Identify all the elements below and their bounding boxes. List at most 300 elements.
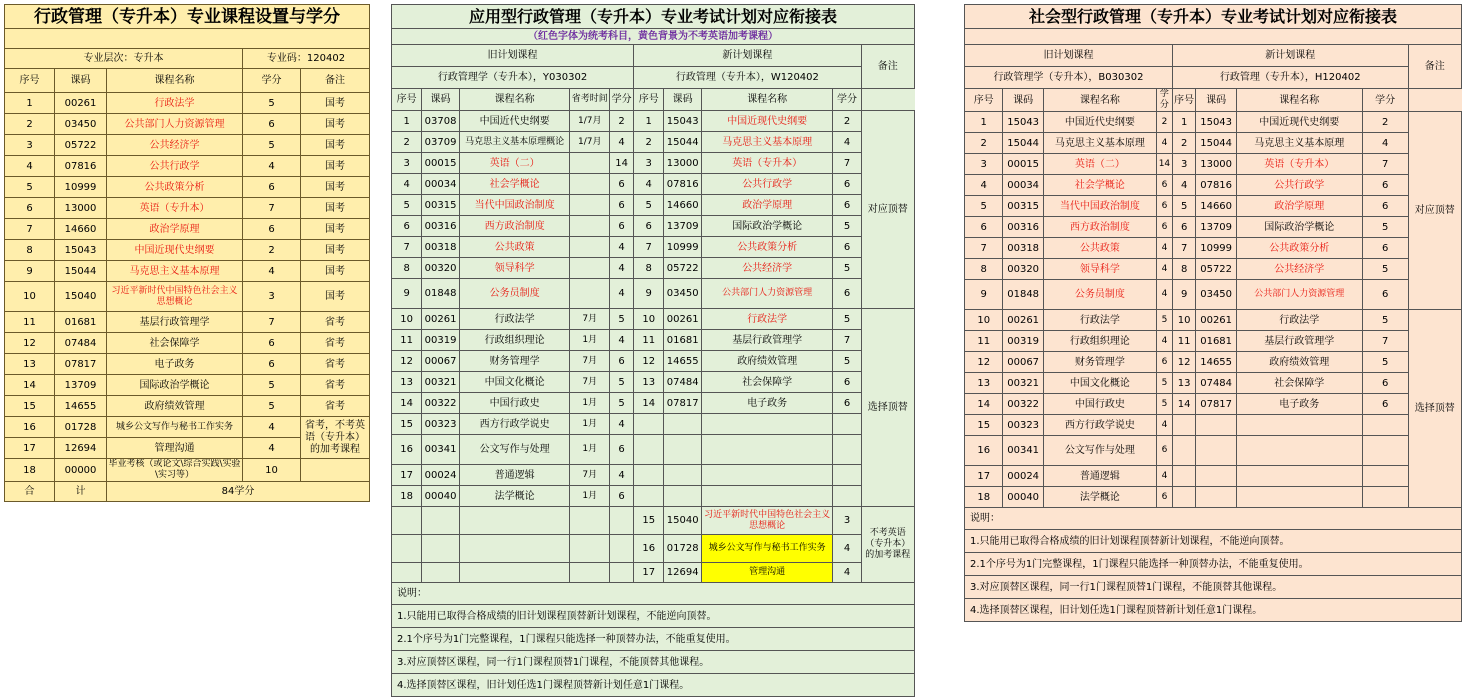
course-name: 马克思主义基本原理概论 (459, 132, 570, 153)
table-cell: 4 (1362, 133, 1408, 154)
table-cell: 6 (610, 435, 634, 465)
table-cell: 5 (1362, 310, 1408, 331)
table-cell: 4 (965, 175, 1003, 196)
table-cell: 00034 (422, 174, 460, 195)
table-cell (610, 535, 634, 563)
table-cell: 4 (1156, 259, 1172, 280)
table-row (5, 135, 370, 156)
table-cell: 15043 (664, 111, 702, 132)
table-cell: 14 (965, 394, 1003, 415)
course-name: 社会保障学 (107, 333, 243, 354)
table-cell: 14 (5, 375, 55, 396)
remark-cell: 国考 (301, 177, 370, 198)
table-cell: 6 (833, 393, 861, 414)
course-name: 公共政策 (1043, 238, 1156, 259)
table-cell: 15 (5, 396, 55, 417)
table-row (5, 198, 370, 219)
remark-cell: 国考 (301, 93, 370, 114)
table-cell: 2 (634, 132, 664, 153)
column-header: 课程名称 (107, 69, 243, 93)
table-cell: 15043 (1003, 112, 1044, 133)
table-cell: 3 (634, 153, 664, 174)
remark-cell: 省考 (301, 396, 370, 417)
table-cell: 1 (5, 93, 55, 114)
page-title: 应用型行政管理（专升本）专业考试计划对应衔接表 (392, 5, 915, 29)
code-label: 专业码：120402 (243, 49, 370, 69)
course-name: 普通逻辑 (1043, 466, 1156, 487)
table-cell: 01681 (55, 312, 107, 333)
new-plan-label: 新计划课程 (1172, 45, 1408, 67)
table-cell: 12 (634, 351, 664, 372)
table-cell: 6 (1156, 196, 1172, 217)
table-cell: 00319 (422, 330, 460, 351)
table-cell (634, 435, 664, 465)
table-cell: 4 (1156, 133, 1172, 154)
table-cell (570, 153, 610, 174)
table-cell: 12694 (664, 563, 702, 583)
title-row (5, 5, 370, 29)
table-cell: 10 (5, 282, 55, 312)
table-cell (570, 507, 610, 535)
table-cell: 00315 (1003, 196, 1044, 217)
course-name: 公共经济学 (1236, 259, 1362, 280)
remark-cell: 选择顶替 (1408, 310, 1461, 508)
table-cell: 6 (833, 279, 861, 309)
table-cell: 2 (5, 114, 55, 135)
notes-row (392, 651, 915, 674)
remark-cell: 省考 (301, 354, 370, 375)
table-cell: 6 (243, 114, 301, 135)
table-cell (1362, 487, 1408, 508)
table-cell: 01681 (1196, 331, 1237, 352)
table-cell: 07817 (664, 393, 702, 414)
table-row (392, 372, 915, 393)
course-name: 当代中国政治制度 (1043, 196, 1156, 217)
course-name: 国际政治学概论 (107, 375, 243, 396)
table-cell: 6 (833, 174, 861, 195)
table-cell: 7月 (570, 351, 610, 372)
course-name: 公文写作与处理 (1043, 436, 1156, 466)
table-row (965, 331, 1462, 352)
table-row (392, 237, 915, 258)
note-line: 1.只能用已取得合格成绩的旧计划课程顶替新计划课程，不能逆向顶替。 (965, 530, 1462, 553)
table-cell: 00261 (1003, 310, 1044, 331)
column-header: 课程名称 (1236, 89, 1362, 112)
table-cell (392, 563, 422, 583)
blank-row (965, 29, 1462, 45)
course-name: 习近平新时代中国特色社会主义思想概论 (107, 282, 243, 312)
table-cell (570, 237, 610, 258)
table-cell: 2 (610, 111, 634, 132)
remark-cell: 国考 (301, 261, 370, 282)
course-name: 英语（专升本） (1236, 154, 1362, 175)
table-cell: 7 (833, 153, 861, 174)
note-line: 3.对应顶替区课程，同一行1门课程顶替1门课程，不能顶替其他课程。 (392, 651, 915, 674)
table-row (965, 436, 1462, 466)
table-row (965, 238, 1462, 259)
table-cell: 6 (1156, 352, 1172, 373)
column-header: 学分 (1156, 89, 1172, 112)
table-cell: 5 (634, 195, 664, 216)
table-cell: 00319 (1003, 331, 1044, 352)
table-cell: 5 (1362, 217, 1408, 238)
course-name: 政治学原理 (107, 219, 243, 240)
course-name: 公共行政学 (1236, 175, 1362, 196)
table-cell: 2 (965, 133, 1003, 154)
notes-row (965, 599, 1462, 622)
course-name: 中国近代史纲要 (1043, 112, 1156, 133)
course-name: 政治学原理 (1236, 196, 1362, 217)
remark-cell: 对应顶替 (1408, 112, 1461, 310)
table-cell: 4 (833, 535, 861, 563)
column-header: 课码 (1003, 89, 1044, 112)
table-cell: 05722 (664, 258, 702, 279)
notes-row (392, 583, 915, 605)
course-name: 习近平新时代中国特色社会主义思想概论 (701, 507, 833, 535)
table-cell: 4 (243, 261, 301, 282)
table-cell: 03450 (664, 279, 702, 309)
note-line: 4.选择顶替区课程，旧计划任选1门课程顶替新计划任意1门课程。 (392, 674, 915, 697)
notes-row (965, 530, 1462, 553)
table-cell: 3 (5, 135, 55, 156)
course-name: 英语（二） (459, 153, 570, 174)
course-name: 中国行政史 (1043, 394, 1156, 415)
extra-row (392, 563, 915, 583)
table-cell: 00320 (422, 258, 460, 279)
course-name: 公务员制度 (1043, 280, 1156, 310)
table-cell: 6 (392, 216, 422, 237)
table-cell (664, 486, 702, 507)
table-cell: 7月 (570, 309, 610, 330)
course-name: 社会保障学 (1236, 373, 1362, 394)
remark-cell: 国考 (301, 114, 370, 135)
table-cell: 12 (965, 352, 1003, 373)
course-name: 马克思主义基本原理 (107, 261, 243, 282)
table-cell: 10 (965, 310, 1003, 331)
table-row (5, 177, 370, 198)
table-cell: 4 (610, 237, 634, 258)
table-cell: 8 (5, 240, 55, 261)
remark-cell: 国考 (301, 135, 370, 156)
course-name: 马克思主义基本原理 (701, 132, 833, 153)
table-cell: 6 (610, 486, 634, 507)
column-header: 学分 (610, 89, 634, 111)
table-cell: 14660 (1196, 196, 1237, 217)
table-cell: 16 (392, 435, 422, 465)
table-cell (1196, 466, 1237, 487)
table-cell: 18 (5, 459, 55, 482)
table-row (965, 415, 1462, 436)
note-line: 3.对应顶替区课程，同一行1门课程顶替1门课程，不能顶替其他课程。 (965, 576, 1462, 599)
table-cell: 5 (243, 396, 301, 417)
table-cell: 01681 (664, 330, 702, 351)
table-row (965, 466, 1462, 487)
table-cell (422, 507, 460, 535)
table-cell: 7 (1362, 154, 1408, 175)
table-row (392, 279, 915, 309)
course-name: 普通逻辑 (459, 465, 570, 486)
table-cell: 4 (610, 465, 634, 486)
table-row (392, 111, 915, 132)
table-cell: 4 (1156, 415, 1172, 436)
course-name: 法学概论 (459, 486, 570, 507)
table-cell: 00040 (422, 486, 460, 507)
table-cell: 00323 (422, 414, 460, 435)
table-cell: 4 (610, 258, 634, 279)
table-cell: 05722 (55, 135, 107, 156)
table-cell: 15044 (664, 132, 702, 153)
page-title: 社会型行政管理（专升本）专业考试计划对应衔接表 (965, 5, 1462, 29)
course-name (701, 465, 833, 486)
course-name: 财务管理学 (1043, 352, 1156, 373)
notes-row (392, 628, 915, 651)
table-cell: 15044 (55, 261, 107, 282)
table-cell: 11 (634, 330, 664, 351)
table-cell: 12694 (55, 438, 107, 459)
title-row (392, 5, 915, 29)
table-cell: 10 (634, 309, 664, 330)
table-cell (392, 507, 422, 535)
table-cell: 15 (965, 415, 1003, 436)
table-cell: 07484 (55, 333, 107, 354)
table-cell: 05722 (1196, 259, 1237, 280)
table-cell (634, 486, 664, 507)
course-name: 公文写作与处理 (459, 435, 570, 465)
table-cell (1196, 436, 1237, 466)
major-row (965, 67, 1462, 89)
table-cell: 3 (833, 507, 861, 535)
course-name: 中国近现代史纲要 (701, 111, 833, 132)
table-cell (392, 535, 422, 563)
course-name: 公共部门人力资源管理 (107, 114, 243, 135)
table-cell: 4 (1156, 466, 1172, 487)
table-row (392, 435, 915, 465)
table-cell: 6 (1156, 436, 1172, 466)
course-name: 行政法学 (701, 309, 833, 330)
table-cell: 00321 (422, 372, 460, 393)
table-cell: 9 (5, 261, 55, 282)
table-cell (1362, 466, 1408, 487)
table-cell: 00261 (55, 93, 107, 114)
social-mapping-panel (964, 4, 1462, 622)
table-cell: 6 (634, 216, 664, 237)
table-row (392, 414, 915, 435)
table-row (965, 487, 1462, 508)
table-row (965, 373, 1462, 394)
table-cell: 6 (243, 333, 301, 354)
table-cell: 5 (1362, 259, 1408, 280)
table-cell: 6 (1156, 217, 1172, 238)
table-cell (1172, 415, 1195, 436)
table-cell: 01728 (55, 417, 107, 438)
table-row (965, 352, 1462, 373)
notes-row (392, 674, 915, 697)
remark-header: 备注 (1408, 45, 1461, 89)
blank-row (5, 29, 370, 49)
table-cell: 4 (833, 563, 861, 583)
table-cell: 9 (634, 279, 664, 309)
table-row (392, 195, 915, 216)
header-row (965, 89, 1462, 112)
table-cell: 3 (243, 282, 301, 312)
table-cell: 8 (1172, 259, 1195, 280)
table-cell: 5 (833, 258, 861, 279)
table-cell: 15043 (1196, 112, 1237, 133)
table-cell: 07816 (55, 156, 107, 177)
table-row (392, 393, 915, 414)
table-cell: 4 (1156, 331, 1172, 352)
remark-cell: 不考英语（专升本）的加考课程 (861, 507, 914, 583)
note-line: 4.选择顶替区课程，旧计划任选1门课程顶替新计划任意1门课程。 (965, 599, 1462, 622)
table-cell: 13 (965, 373, 1003, 394)
table-cell: 12 (5, 333, 55, 354)
table-cell: 12 (1172, 352, 1195, 373)
table-cell: 6 (243, 354, 301, 375)
table-cell: 2 (392, 132, 422, 153)
table-cell: 5 (833, 309, 861, 330)
table-cell (610, 507, 634, 535)
table-cell: 7 (392, 237, 422, 258)
course-name: 公共行政学 (107, 156, 243, 177)
note-line: 2.1个序号为1门完整课程，1门课程只能选择一种顶替办法，不能重复使用。 (965, 553, 1462, 576)
course-name: 行政法学 (1236, 310, 1362, 331)
table-cell: 14 (610, 153, 634, 174)
column-header: 课码 (664, 89, 702, 111)
remark-cell: 对应顶替 (861, 111, 914, 309)
table-cell: 13000 (55, 198, 107, 219)
table-cell: 1月 (570, 393, 610, 414)
table-cell: 07816 (664, 174, 702, 195)
table-cell: 13000 (1196, 154, 1237, 175)
column-header: 课码 (422, 89, 460, 111)
table-cell: 00315 (422, 195, 460, 216)
course-name: 社会保障学 (701, 372, 833, 393)
column-header: 学分 (243, 69, 301, 93)
new-major: 行政管理（专升本），H120402 (1172, 67, 1408, 89)
course-name: 行政法学 (1043, 310, 1156, 331)
table-cell (664, 414, 702, 435)
table-cell: 7 (5, 219, 55, 240)
table-cell: 14 (392, 393, 422, 414)
table-cell: 4 (1172, 175, 1195, 196)
table-cell: 7 (243, 198, 301, 219)
table-cell: 00320 (1003, 259, 1044, 280)
table-cell: 16 (965, 436, 1003, 466)
course-name: 基层行政管理学 (107, 312, 243, 333)
table-cell: 8 (634, 258, 664, 279)
table-cell: 6 (1362, 196, 1408, 217)
table-cell (833, 435, 861, 465)
table-cell: 00067 (1003, 352, 1044, 373)
course-name: 政府绩效管理 (701, 351, 833, 372)
table-cell (1362, 415, 1408, 436)
curriculum-panel (4, 4, 370, 502)
new-major: 行政管理（专升本），W120402 (634, 67, 862, 89)
column-header: 课码 (1196, 89, 1237, 112)
course-name: 公共部门人力资源管理 (701, 279, 833, 309)
remark-cell: 省考 (301, 312, 370, 333)
table-cell: 00040 (1003, 487, 1044, 508)
course-name (701, 435, 833, 465)
old-major: 行政管理学（专升本），Y030302 (392, 67, 634, 89)
table-cell: 6 (610, 195, 634, 216)
table-row (392, 309, 915, 330)
table-row (965, 259, 1462, 280)
table-cell: 10999 (55, 177, 107, 198)
course-name (701, 414, 833, 435)
blank-row (965, 29, 1462, 45)
table-row (5, 312, 370, 333)
column-header: 课程名称 (701, 89, 833, 111)
table-cell: 03709 (422, 132, 460, 153)
table-cell (422, 563, 460, 583)
table-cell: 07817 (55, 354, 107, 375)
table-cell (610, 563, 634, 583)
table-cell: 7 (833, 330, 861, 351)
course-name: 城乡公文写作与秘书工作实务 (701, 535, 833, 563)
table-cell: 7月 (570, 465, 610, 486)
table-cell: 7 (1362, 331, 1408, 352)
table-cell: 4 (392, 174, 422, 195)
table-cell (570, 563, 610, 583)
table-cell (833, 465, 861, 486)
course-name: 公共政策分析 (107, 177, 243, 198)
extra-row (392, 507, 915, 535)
column-header: 序号 (392, 89, 422, 111)
header-row (392, 89, 915, 111)
table-cell (459, 563, 570, 583)
table-cell (570, 279, 610, 309)
table-cell: 6 (243, 219, 301, 240)
old-major: 行政管理学（专升本），B030302 (965, 67, 1173, 89)
column-header: 课程名称 (459, 89, 570, 111)
table-row (392, 258, 915, 279)
table-cell: 00323 (1003, 415, 1044, 436)
table-cell: 10 (1172, 310, 1195, 331)
column-header: 备注 (301, 69, 370, 93)
table-cell (459, 535, 570, 563)
column-header: 序号 (1172, 89, 1195, 112)
table-cell: 00000 (55, 459, 107, 482)
table-row (392, 216, 915, 237)
remark-cell: 国考 (301, 240, 370, 261)
table-cell: 00261 (422, 309, 460, 330)
table-cell: 07817 (1196, 394, 1237, 415)
table-cell: 00316 (1003, 217, 1044, 238)
column-header: 序号 (634, 89, 664, 111)
table-cell: 13709 (55, 375, 107, 396)
course-name: 基层行政管理学 (1236, 331, 1362, 352)
table-row (965, 280, 1462, 310)
table-row (965, 175, 1462, 196)
table-cell: 6 (1362, 238, 1408, 259)
course-name: 中国近现代史纲要 (1236, 112, 1362, 133)
notes-row (965, 576, 1462, 599)
table-cell: 10999 (664, 237, 702, 258)
course-name: 管理沟通 (107, 438, 243, 459)
course-name: 基层行政管理学 (701, 330, 833, 351)
table-cell: 6 (833, 237, 861, 258)
table-cell: 07484 (1196, 373, 1237, 394)
column-header: 学分 (833, 89, 861, 111)
course-name: 中国行政史 (459, 393, 570, 414)
remark-cell: 省考 (301, 333, 370, 354)
table-cell: 9 (1172, 280, 1195, 310)
course-name: 公务员制度 (459, 279, 570, 309)
course-name: 行政组织理论 (459, 330, 570, 351)
table-cell: 5 (833, 351, 861, 372)
table-cell: 17 (5, 438, 55, 459)
